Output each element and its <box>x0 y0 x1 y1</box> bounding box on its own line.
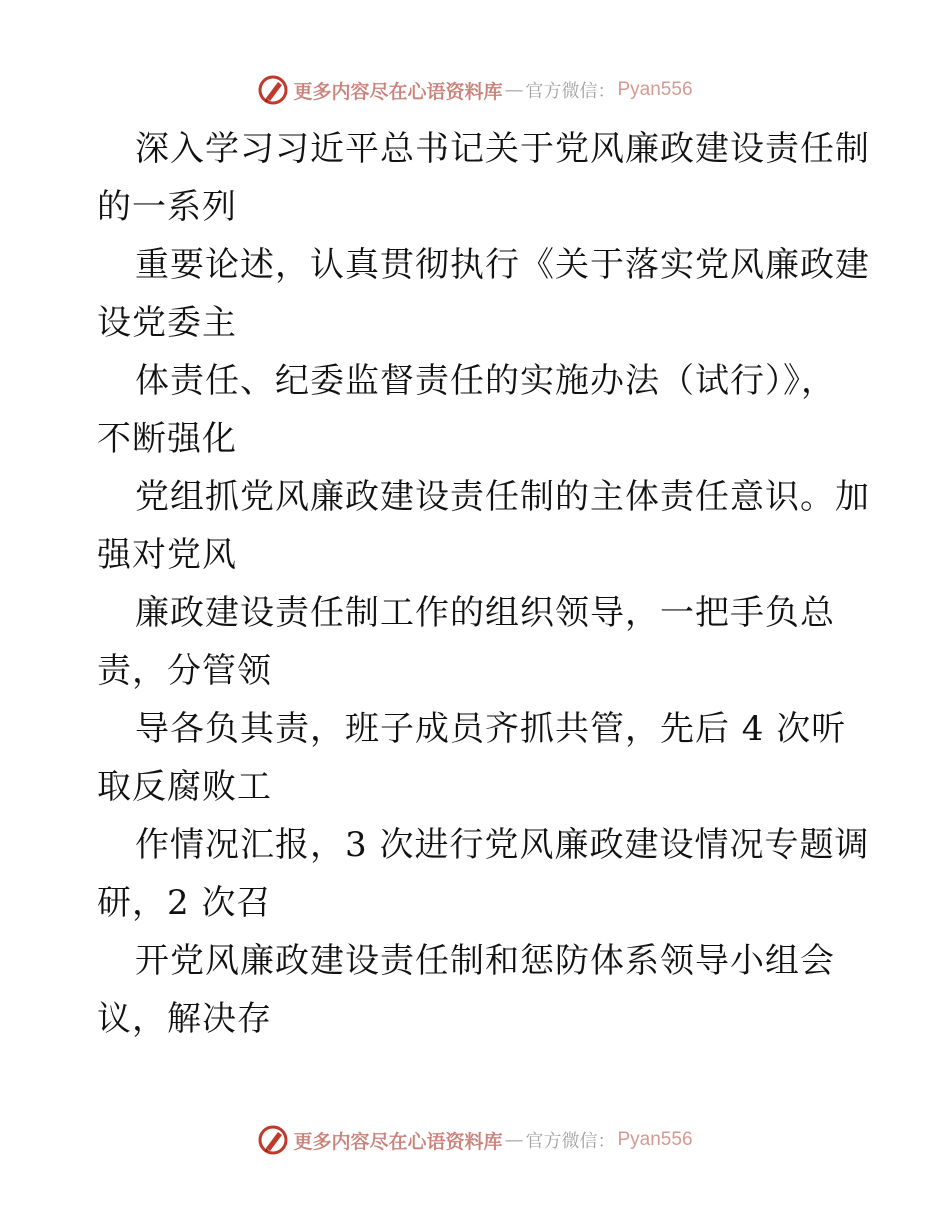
header-wechat-id: Pyan556 <box>617 79 693 100</box>
text-line: 党组抓党风廉政建设责任制的主体责任意识。加 <box>135 477 870 517</box>
text-line: 设党委主 <box>97 303 237 343</box>
footer-watermark <box>0 1120 950 1160</box>
text-line: 责，分管领 <box>97 651 272 691</box>
footer-official-label: 官方微信： <box>525 1131 616 1152</box>
pen-logo-icon <box>257 74 289 106</box>
text-line: 的一系列 <box>97 187 237 227</box>
paragraph <box>97 120 870 1048</box>
header-watermark <box>0 70 950 110</box>
text-line: 作情况汇报，3 次进行党风廉政建设情况专题调 <box>135 825 870 865</box>
text-line: 开党风廉政建设责任制和惩防体系领导小组会 <box>135 941 835 981</box>
text-line: 研，2 次召 <box>97 883 272 923</box>
footer-brand-text: 更多内容尽在心语资料库 <box>293 1130 503 1153</box>
body-text <box>97 120 870 1048</box>
text-line: 廉政建设责任制工作的组织领导，一把手负总 <box>135 593 835 633</box>
pen-logo-icon <box>257 1124 289 1156</box>
footer-brand-dash: — <box>504 1129 524 1151</box>
text-line: 强对党风 <box>97 535 237 575</box>
footer-wechat-id: Pyan556 <box>617 1129 693 1150</box>
text-line: 体责任、纪委监督责任的实施办法（试行）》， <box>135 361 836 401</box>
text-line: 深入学习习近平总书记关于党风廉政建设责任制 <box>135 129 870 169</box>
text-line: 重要论述，认真贯彻执行《关于落实党风廉政建 <box>135 245 870 285</box>
header-brand-text: 更多内容尽在心语资料库 <box>293 80 503 103</box>
header-official-label: 官方微信： <box>525 81 616 102</box>
text-line: 议，解决存 <box>97 999 272 1039</box>
text-line: 不断强化 <box>97 419 237 459</box>
text-line: 导各负其责，班子成员齐抓共管，先后 4 次听 <box>135 709 847 749</box>
text-line: 取反腐败工 <box>97 767 272 807</box>
header-brand-dash: — <box>504 79 524 101</box>
